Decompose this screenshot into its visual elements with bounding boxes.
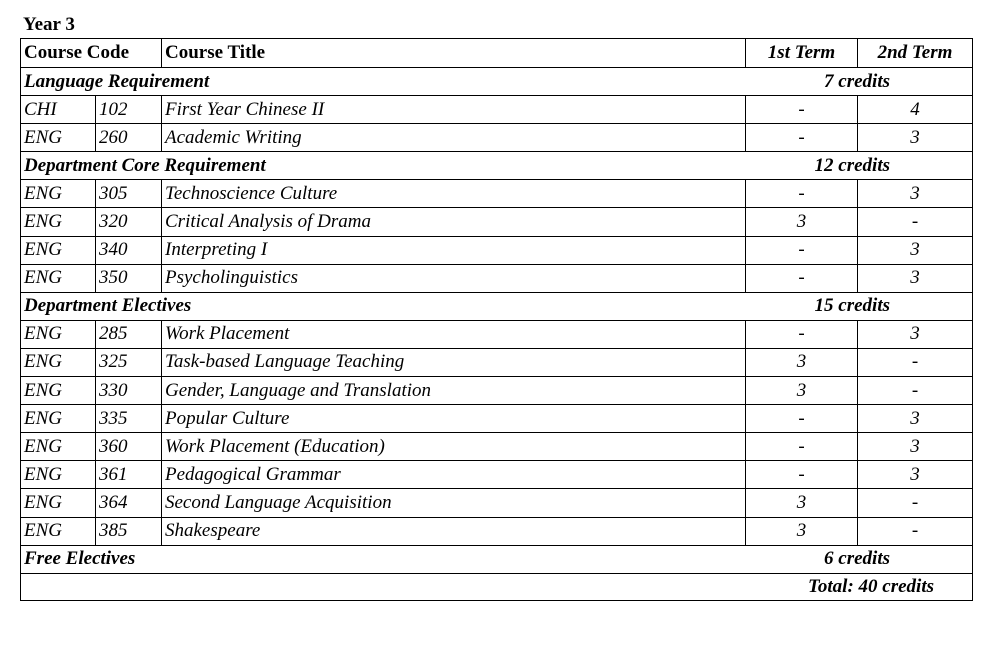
course-number: 361 (96, 461, 162, 489)
course-title: Work Placement (162, 320, 746, 348)
course-dept: ENG (21, 264, 96, 292)
term2-credits: 3 (858, 180, 973, 208)
course-title: Academic Writing (162, 124, 746, 152)
term2-credits: 4 (858, 96, 973, 124)
course-dept: ENG (21, 348, 96, 376)
term1-credits: - (746, 124, 858, 152)
course-number: 260 (96, 124, 162, 152)
term1-credits: 3 (746, 489, 858, 517)
term1-credits: - (746, 320, 858, 348)
course-number: 335 (96, 405, 162, 433)
course-dept: ENG (21, 461, 96, 489)
term2-credits: - (858, 489, 973, 517)
course-dept: ENG (21, 208, 96, 236)
table-header-row (21, 39, 973, 68)
course-title: Task-based Language Teaching (162, 348, 746, 376)
course-number: 325 (96, 348, 162, 376)
term2-credits: 3 (858, 433, 973, 461)
header-course-code: Course Code (21, 39, 162, 68)
course-table (20, 38, 973, 601)
term1-credits: - (746, 433, 858, 461)
section-credits: 6 credits (746, 545, 973, 573)
term1-credits: - (746, 96, 858, 124)
section-credits: 12 credits (746, 152, 973, 180)
term2-credits: 3 (858, 264, 973, 292)
course-title: Technoscience Culture (162, 180, 746, 208)
term1-credits: 3 (746, 208, 858, 236)
course-number: 360 (96, 433, 162, 461)
course-row (21, 433, 973, 461)
term2-credits: 3 (858, 320, 973, 348)
course-number: 320 (96, 208, 162, 236)
course-row (21, 320, 973, 348)
course-dept: ENG (21, 433, 96, 461)
course-title: Work Placement (Education) (162, 433, 746, 461)
course-row (21, 461, 973, 489)
course-title: First Year Chinese II (162, 96, 746, 124)
course-dept: CHI (21, 96, 96, 124)
header-2nd-term: 2nd Term (858, 39, 973, 68)
course-number: 385 (96, 517, 162, 545)
course-title: Popular Culture (162, 405, 746, 433)
term1-credits: - (746, 405, 858, 433)
course-number: 340 (96, 236, 162, 264)
section-name: Free Electives (21, 545, 746, 573)
total-credits: Total: 40 credits (21, 573, 973, 600)
section-credits: 7 credits (746, 68, 973, 96)
course-title: Shakespeare (162, 517, 746, 545)
term1-credits: - (746, 264, 858, 292)
course-row (21, 405, 973, 433)
course-dept: ENG (21, 377, 96, 405)
course-number: 102 (96, 96, 162, 124)
section-row (21, 292, 973, 320)
course-row (21, 489, 973, 517)
course-row (21, 208, 973, 236)
term2-credits: 3 (858, 461, 973, 489)
term2-credits: - (858, 377, 973, 405)
term2-credits: 3 (858, 405, 973, 433)
course-row (21, 377, 973, 405)
course-row (21, 236, 973, 264)
total-row (21, 573, 973, 600)
header-1st-term: 1st Term (746, 39, 858, 68)
course-title: Second Language Acquisition (162, 489, 746, 517)
course-title: Critical Analysis of Drama (162, 208, 746, 236)
course-row (21, 180, 973, 208)
term2-credits: 3 (858, 236, 973, 264)
course-number: 350 (96, 264, 162, 292)
course-title: Psycholinguistics (162, 264, 746, 292)
term2-credits: - (858, 208, 973, 236)
year-heading: Year 3 (23, 14, 75, 35)
course-row (21, 517, 973, 545)
term1-credits: 3 (746, 517, 858, 545)
course-dept: ENG (21, 124, 96, 152)
course-dept: ENG (21, 180, 96, 208)
section-row (21, 545, 973, 573)
course-row (21, 264, 973, 292)
course-number: 285 (96, 320, 162, 348)
term1-credits: 3 (746, 377, 858, 405)
term1-credits: 3 (746, 348, 858, 376)
course-number: 364 (96, 489, 162, 517)
term1-credits: - (746, 461, 858, 489)
course-number: 330 (96, 377, 162, 405)
section-name: Department Core Requirement (21, 152, 746, 180)
term2-credits: 3 (858, 124, 973, 152)
term2-credits: - (858, 348, 973, 376)
course-row (21, 348, 973, 376)
section-name: Language Requirement (21, 68, 746, 96)
section-row (21, 152, 973, 180)
course-number: 305 (96, 180, 162, 208)
course-dept: ENG (21, 405, 96, 433)
term2-credits: - (858, 517, 973, 545)
term1-credits: - (746, 236, 858, 264)
header-course-title: Course Title (162, 39, 746, 68)
term1-credits: - (746, 180, 858, 208)
course-row (21, 124, 973, 152)
course-row (21, 96, 973, 124)
course-title: Pedagogical Grammar (162, 461, 746, 489)
course-dept: ENG (21, 320, 96, 348)
section-name: Department Electives (21, 292, 746, 320)
course-dept: ENG (21, 517, 96, 545)
section-credits: 15 credits (746, 292, 973, 320)
course-dept: ENG (21, 489, 96, 517)
course-title: Gender, Language and Translation (162, 377, 746, 405)
course-dept: ENG (21, 236, 96, 264)
course-title: Interpreting I (162, 236, 746, 264)
section-row (21, 68, 973, 96)
